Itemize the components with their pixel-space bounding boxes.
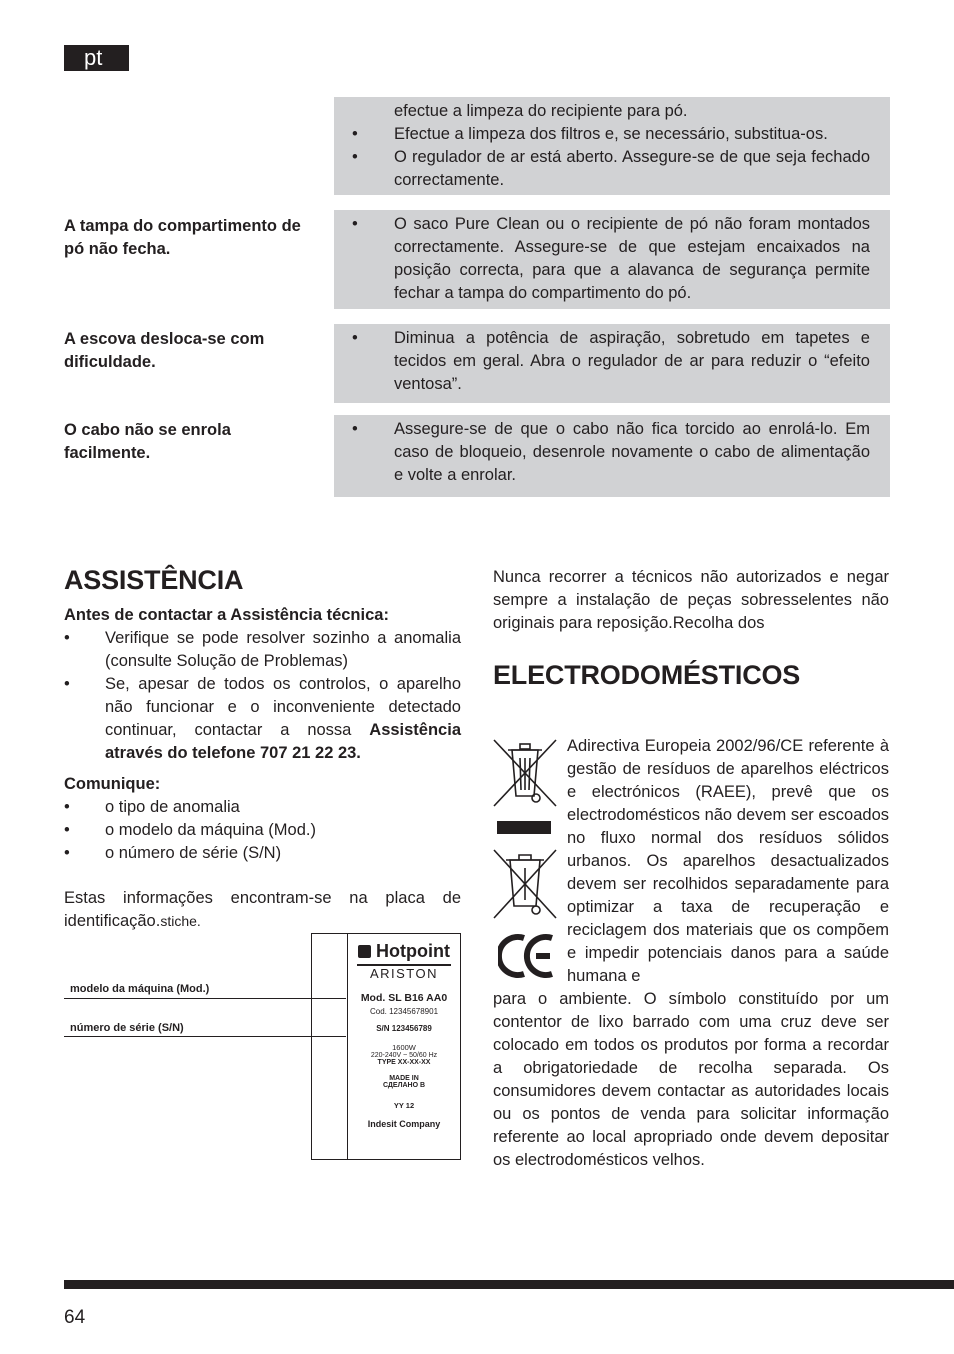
plate-label-model: modelo da máquina (Mod.) <box>70 983 210 995</box>
weee-text-beside: Adirectiva Europeia 2002/96/CE referente à gestão de resíduos de aparelhos eléctricos e electrónicos (RAEE), prevê que os electrodomésticos não devem ser escoados no fluxo normal dos resíduos sólidos urbanos. Os aparelhos desactualizados devem ser recolhidos separadamente para optimizar a taxa de recuperação e reciclagem dos materiais que os compõem e impedir potenciais danos para a saúde humana e <box>567 737 889 985</box>
plate-label-serial: número de série (S/N) <box>70 1022 184 1034</box>
type-value: TYPE XX-XX-XX <box>377 1059 431 1066</box>
bullet: • <box>352 215 358 233</box>
hotpoint-logo: Hotpoint <box>348 940 460 962</box>
troubleshooting-solution-4 <box>334 415 890 497</box>
brand-icon <box>358 945 371 958</box>
problem-label: A tampa do compartimento de pó não fecha. <box>64 217 301 258</box>
before-contact-heading: Antes de contactar a Assistência técnica: <box>64 606 389 624</box>
communicate-heading: Comunique: <box>64 775 161 793</box>
voltage-value: 220-240V ~ 50/60 Hz <box>370 1052 438 1059</box>
troubleshooting-solution-3 <box>334 324 890 403</box>
solution-text: O saco Pure Clean ou o recipiente de pó não foram montados correctamente. Assegure-se de que estejam encaixados na posição correcta, para que a alavanca de segurança permite fechar a tampa do compartimento do pó. <box>394 215 870 302</box>
bullet: • <box>352 148 358 166</box>
bullet <box>352 100 394 123</box>
intro-paragraph: Nunca recorrer a técnicos não autorizados e negar sempre a instalação de peças sobresselentes não originais para reposição.Recolha dos <box>493 568 889 632</box>
weee-paragraph <box>493 735 889 1172</box>
solution-text: Efectue a limpeza dos filtros e, se necessário, substitua-os. <box>394 125 828 143</box>
list-item: • o modelo da máquina (Mod.) <box>64 821 316 839</box>
ariston-logo: ARISTON <box>357 964 451 982</box>
solution-text: efectue a limpeza do recipiente para pó. <box>394 102 688 120</box>
bullet: • <box>352 420 358 438</box>
problem-label: A escova desloca-se com dificuldade. <box>64 330 265 371</box>
problem-label: O cabo não se enrola facilmente. <box>64 421 231 462</box>
language-tab: pt <box>64 45 129 71</box>
year-value: YY 12 <box>393 1101 415 1110</box>
cod-value: Cod. 12345678901 <box>369 1007 439 1016</box>
troubleshooting-solution-1 <box>334 97 890 195</box>
troubleshooting-solution-2 <box>334 210 890 309</box>
list-item: • Se, apesar de todos os controlos, o aparelho não funcionar e o inconveniente detectado continuar, contactar a nossa Assistência através do telefone 707 21 22 23. <box>64 675 461 762</box>
list-item: • o tipo de anomalia <box>64 798 240 816</box>
footer-rule <box>64 1280 954 1289</box>
serial-value: S/N 123456789 <box>376 1024 432 1033</box>
leader-line <box>64 1036 346 1037</box>
company-value: Indesit Company <box>367 1119 441 1129</box>
page-number: 64 <box>64 1307 86 1328</box>
weee-text-below: para o ambiente. O símbolo constituído por um contentor de lixo barrado com uma cruz deve ser colocado em todos os produtos por forma a recordar a obrigatoriedade de recolha separada. Os consumidores devem contactar as autoridades locais ou os pontos de venda para solicitar informação referente ao local apropriado onde devem depositar os electrodomésticos velhos. <box>493 990 889 1169</box>
phone-number: Assistência através do telefone 707 21 22 23. <box>105 721 461 762</box>
leader-line <box>64 998 346 999</box>
power-value: 1600W <box>392 1043 416 1052</box>
bullet: • <box>352 125 358 143</box>
rating-plate-content <box>347 934 460 1159</box>
assistance-body <box>64 604 461 933</box>
weee-title: ELECTRODOMÉSTICOS <box>493 660 801 690</box>
model-value: Mod. SL B16 AA0 <box>360 992 448 1004</box>
made-in: MADE IN <box>389 1075 419 1082</box>
assistance-title: ASSISTÊNCIA <box>64 565 244 595</box>
solution-text: Assegure-se de que o cabo não fica torcido ao enrolá-lo. Em caso de bloqueio, desenrole novamente o cabo de alimentação e volte a enrolar. <box>394 420 870 484</box>
bullet: • <box>352 329 358 347</box>
solution-text: Diminua a potência de aspiração, sobretudo em tapetes e tecidos em geral. Abra o regulador de ar para reduzir o “efeito ventosa”. <box>394 329 870 393</box>
rating-plate <box>311 933 461 1160</box>
info-paragraph: Estas informações encontram-se na placa de identificação.stiche. <box>64 889 461 930</box>
list-item: • o número de série (S/N) <box>64 844 282 862</box>
made-in-ru: СДЕЛАНО В <box>382 1082 426 1089</box>
solution-text: O regulador de ar está aberto. Assegure-se de que seja fechado correctamente. <box>394 148 870 189</box>
list-item: • Verifique se pode resolver sozinho a anomalia (consulte Solução de Problemas) <box>64 629 461 670</box>
